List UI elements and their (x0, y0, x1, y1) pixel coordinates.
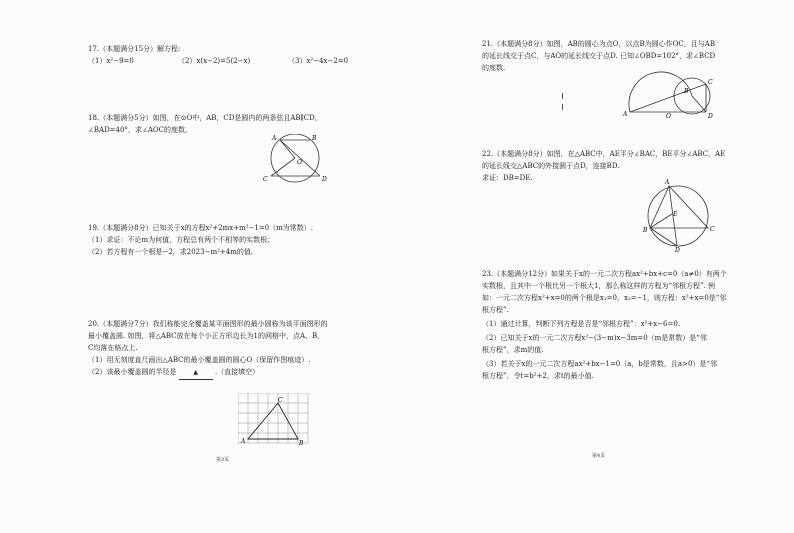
label-d: D (708, 113, 713, 120)
margin-mark (562, 93, 563, 99)
q21-line-2: 的延长线交于点C，与AO的延长线交于点D. 已知∠OBD=102°，求∠BCD (482, 52, 716, 60)
q23-line-4: 根方程”. (482, 306, 509, 314)
q22-line-1: 22.（本题满分8分）如图，在△ABC中，AE平分∠BAC，BE平分∠ABC，AE (482, 150, 726, 158)
q23-line-9: 根方程”，令t=b²+2，求t的最小值. (482, 372, 594, 380)
q23-line-2: 实数根，且其中一个根比另一个根大1，那么称这样的方程为“邻根方程”. 例 (482, 282, 716, 290)
left-page (88, 0, 388, 533)
question-18 (88, 112, 388, 136)
label-a: A (623, 111, 628, 118)
arc-diagram (622, 70, 722, 122)
label-c: C (263, 176, 268, 183)
question-20 (88, 318, 388, 380)
margin-mark (562, 104, 563, 110)
q21-figure (622, 70, 722, 122)
grid-triangle-diagram (238, 393, 310, 453)
answer-blank[interactable] (179, 366, 213, 380)
page-number-left: 第3页 (216, 457, 230, 463)
q20-line-1: 20.（本题满分7分）我们称能完全覆盖某平面图形的最小圆称为该平面图形的 (88, 320, 328, 328)
q23-line-7: 根方程”，求m的值. (482, 346, 544, 354)
q18-figure (258, 134, 348, 186)
q18-line-2: ∠BAD=40°，求∠AOC的度数。 (88, 126, 192, 134)
q22-line-2: 的延长线交△ABC的外接圆于点D，连接BD. (482, 162, 620, 170)
q20-line-2: 最小覆盖圆. 如图，将△ABC放在每个小正方形边长为1的网格中，点A、B、 (88, 332, 325, 340)
right-page (482, 0, 732, 533)
q23-line-3: 如：一元二次方程x²+x=0的两个根是x₁=0，x₂=−1，则方程：x²+x=0是“邻 (482, 294, 727, 302)
q20-tail: .（直接填空） (214, 368, 260, 376)
label-c: C (710, 226, 715, 233)
label-b: B (684, 88, 689, 95)
q19-line-2: （1）求证：不论m为何值，方程总有两个不相等的实数根； (88, 236, 275, 244)
label-d: D (322, 176, 327, 183)
label-b: B (312, 135, 317, 142)
q20-line-3: C均落在格点上. (88, 344, 138, 352)
label-c: C (708, 79, 713, 86)
label-c: C (278, 397, 283, 404)
q19-line-3: （2）若方程有一个根是−2，求2023−m²+4m的值. (88, 248, 254, 256)
q20-line-4: （1）用无刻度直尺画出△ABC的最小覆盖圆的圆心O（保留作图痕迹）. (88, 356, 311, 364)
label-o: O (666, 113, 671, 120)
q17-title: 17.（本题满分15分）解方程: (88, 45, 181, 53)
q23-line-5: （1）通过计算，判断下列方程是否是“邻根方程”：x²+x−6=0. (482, 320, 681, 328)
q22-line-3: 求证：DB=DE. (482, 174, 533, 182)
q20-grid-figure (238, 393, 310, 453)
q21-line-3: 的度数. (482, 64, 506, 72)
question-21 (482, 38, 732, 74)
label-b: B (643, 227, 648, 234)
blank-mark: ▲ (193, 369, 199, 376)
label-e: E (673, 211, 678, 218)
label-b: B (299, 440, 304, 447)
label-a: A (272, 135, 277, 142)
question-19 (88, 222, 388, 258)
label-a: A (665, 179, 670, 186)
q18-line-1: 18.（本题满分5分）如图，在⊙O中，AB，CD是圆内的两条弦且AB∥CD， (88, 114, 322, 122)
label-o: O (297, 159, 302, 166)
q23-line-1: 23.（本题满分12分）如果关于x的一元二次方程ax²+bx+c=0（a≠0）有两个 (482, 270, 727, 278)
circle-chords-diagram (258, 134, 348, 186)
q19-line-1: 19.（本题满分8分）已知关于x的方程x²+2mx+m²−1=0（m为常数）. (88, 224, 314, 232)
label-a: A (241, 438, 246, 445)
circumcircle-diagram (642, 176, 718, 252)
q21-line-1: 21.（本题满分8分）如图，AB的圆心为点O，以点B为圆心作OC，且与AB (482, 40, 715, 48)
q22-figure (642, 176, 718, 252)
label-d: D (675, 247, 680, 252)
q17-parts (88, 55, 388, 67)
question-17 (88, 43, 388, 67)
q23-line-8: （3）若关于x的一元二次方程ax²+bx−1=0（a，b是常数，且a>0）是“邻 (482, 360, 717, 368)
page-number-right: 第4页 (592, 453, 606, 459)
q17-part-3: （3）x²−4x−2=0 (288, 57, 349, 65)
q17-part-1: （1）x²−9=0 (88, 57, 134, 65)
question-23 (482, 268, 732, 382)
q20-line-5-text: （2）该最小覆盖圆的半径是 (88, 368, 177, 376)
q17-part-2: （2）x(x−2)=5(2−x) (178, 57, 251, 65)
q20-line-5 (88, 366, 388, 380)
q23-line-6: （2）已知关于x的一元二次方程x²−(3−m)x−3m=0（m是常数）是“邻 (482, 334, 707, 342)
